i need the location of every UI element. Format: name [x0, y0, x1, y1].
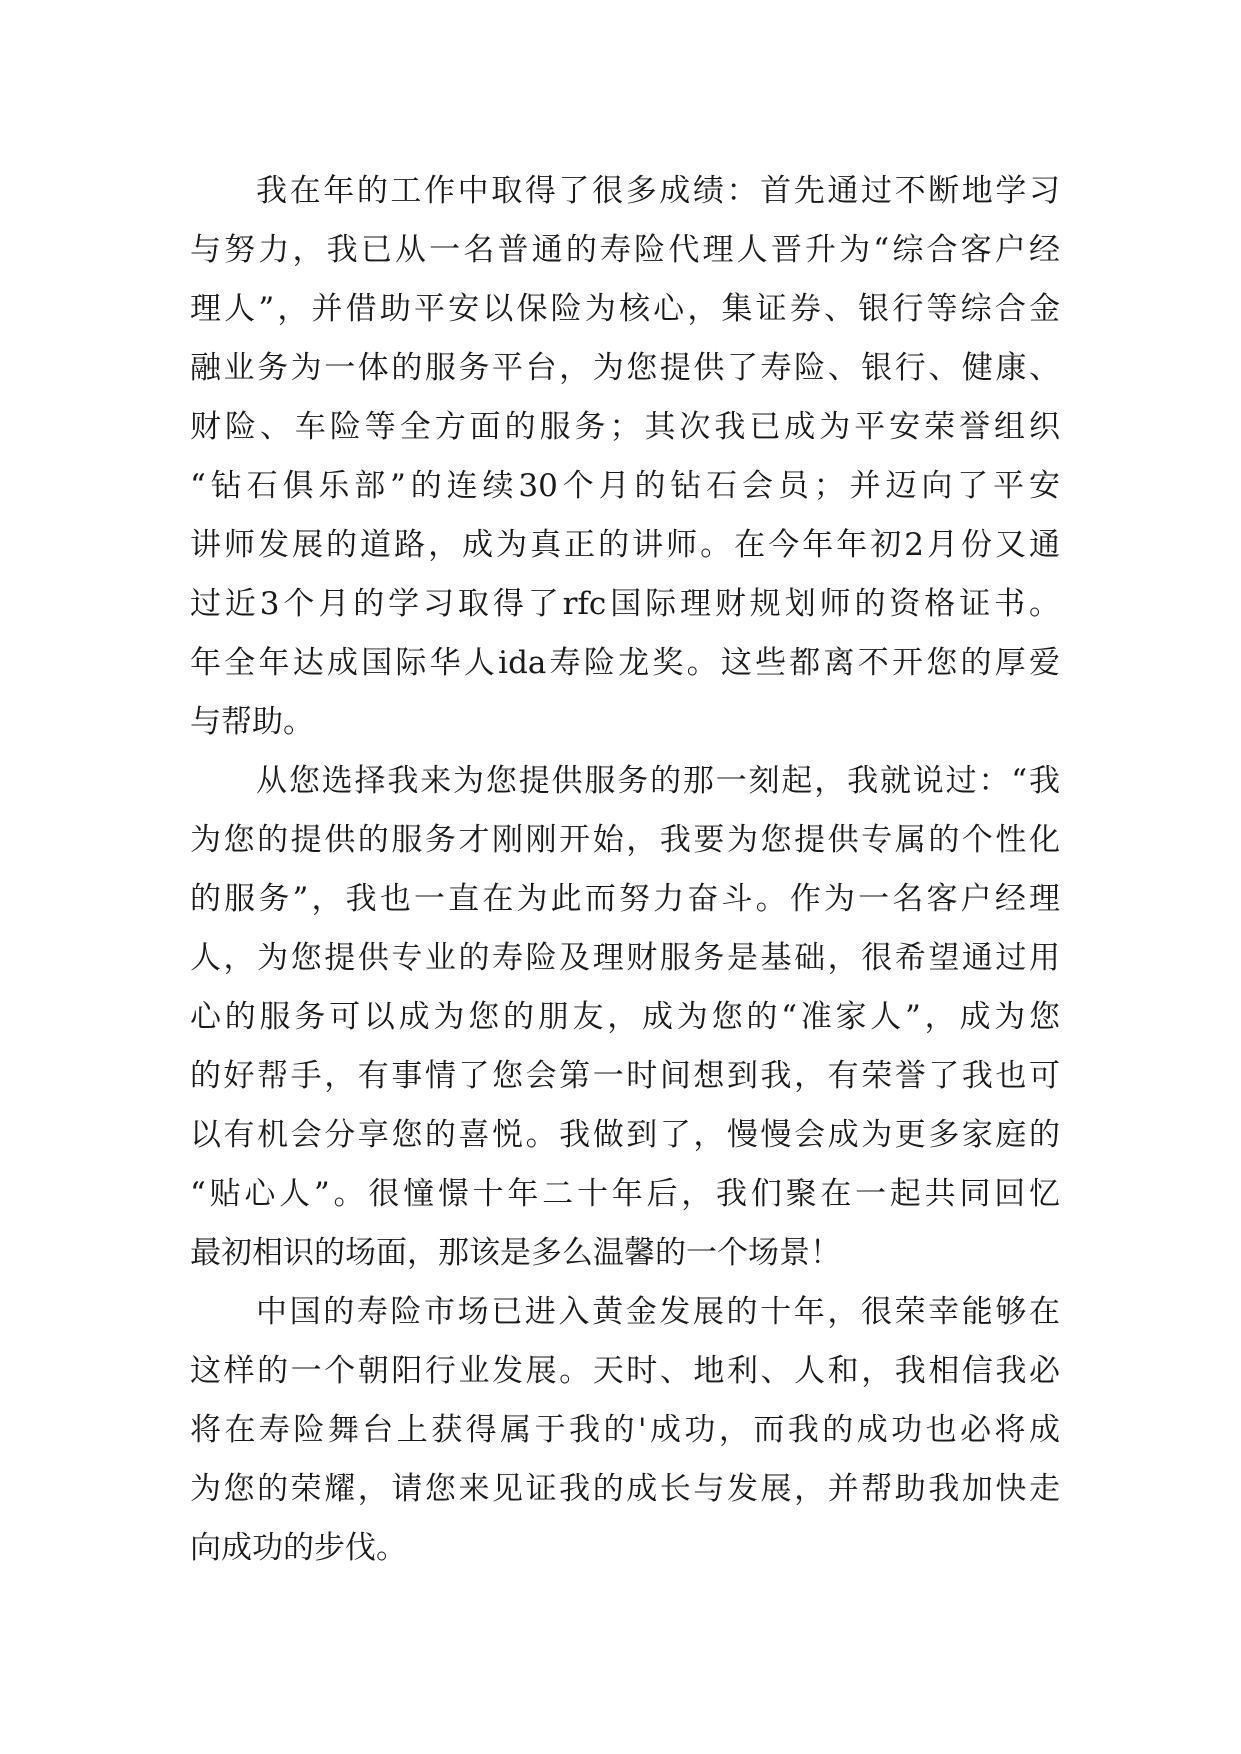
- text-line: 这样的一个朝阳行业发展。天时、地利、人和，我相信我必: [190, 1353, 1060, 1389]
- text-line: 从您选择我来为您提供服务的那一刻起，我就说过：“我: [256, 763, 1060, 799]
- text-line: 以有机会分享您的喜悦。我做到了，慢慢会成为更多家庭的: [190, 1117, 1060, 1153]
- text-line: 心的服务可以成为您的朋友，成为您的“准家人”，成为您: [190, 999, 1060, 1035]
- text-line: 与努力，我已从一名普通的寿险代理人晋升为“综合客户经: [190, 232, 1060, 268]
- text-line: 为您的提供的服务才刚刚开始，我要为您提供专属的个性化: [190, 822, 1060, 858]
- text-line: “钻石俱乐部”的连续30个月的钻石会员；并迈向了平安: [190, 468, 1060, 504]
- text-line: 中国的寿险市场已进入黄金发展的十年，很荣幸能够在: [256, 1294, 1060, 1330]
- text-line: “贴心人”。很憧憬十年二十年后，我们聚在一起共同回忆: [190, 1176, 1060, 1212]
- text-line: 我在年的工作中取得了很多成绩：首先通过不断地学习: [256, 173, 1060, 209]
- document-body: [190, 162, 1060, 1578]
- text-line: 过近3个月的学习取得了rfc国际理财规划师的资格证书。: [190, 586, 1060, 622]
- text-line: 年全年达成国际华人ida寿险龙奖。这些都离不开您的厚爱: [190, 645, 1060, 681]
- text-line: 的好帮手，有事情了您会第一时间想到我，有荣誉了我也可: [190, 1058, 1060, 1094]
- text-line: 最初相识的场面，那该是多么温馨的一个场景！: [190, 1235, 841, 1271]
- text-line: 人，为您提供专业的寿险及理财服务是基础，很希望通过用: [190, 940, 1060, 976]
- paragraph-3: [190, 1283, 1060, 1578]
- text-line: 与帮助。: [190, 704, 314, 740]
- text-line: 向成功的步伐。: [190, 1530, 407, 1566]
- text-line: 财险、车险等全方面的服务；其次我已成为平安荣誉组织: [190, 409, 1060, 445]
- text-line: 理人”，并借助平安以保险为核心，集证券、银行等综合金: [190, 291, 1060, 327]
- text-line: 的服务”，我也一直在为此而努力奋斗。作为一名客户经理: [190, 881, 1060, 917]
- text-line: 将在寿险舞台上获得属于我的'成功，而我的成功也必将成: [190, 1412, 1060, 1448]
- text-line: 讲师发展的道路，成为真正的讲师。在今年年初2月份又通: [190, 527, 1060, 563]
- paragraph-2: [190, 752, 1060, 1283]
- text-line: 融业务为一体的服务平台，为您提供了寿险、银行、健康、: [190, 350, 1060, 386]
- paragraph-1: [190, 162, 1060, 752]
- text-line: 为您的荣耀，请您来见证我的成长与发展，并帮助我加快走: [190, 1471, 1060, 1507]
